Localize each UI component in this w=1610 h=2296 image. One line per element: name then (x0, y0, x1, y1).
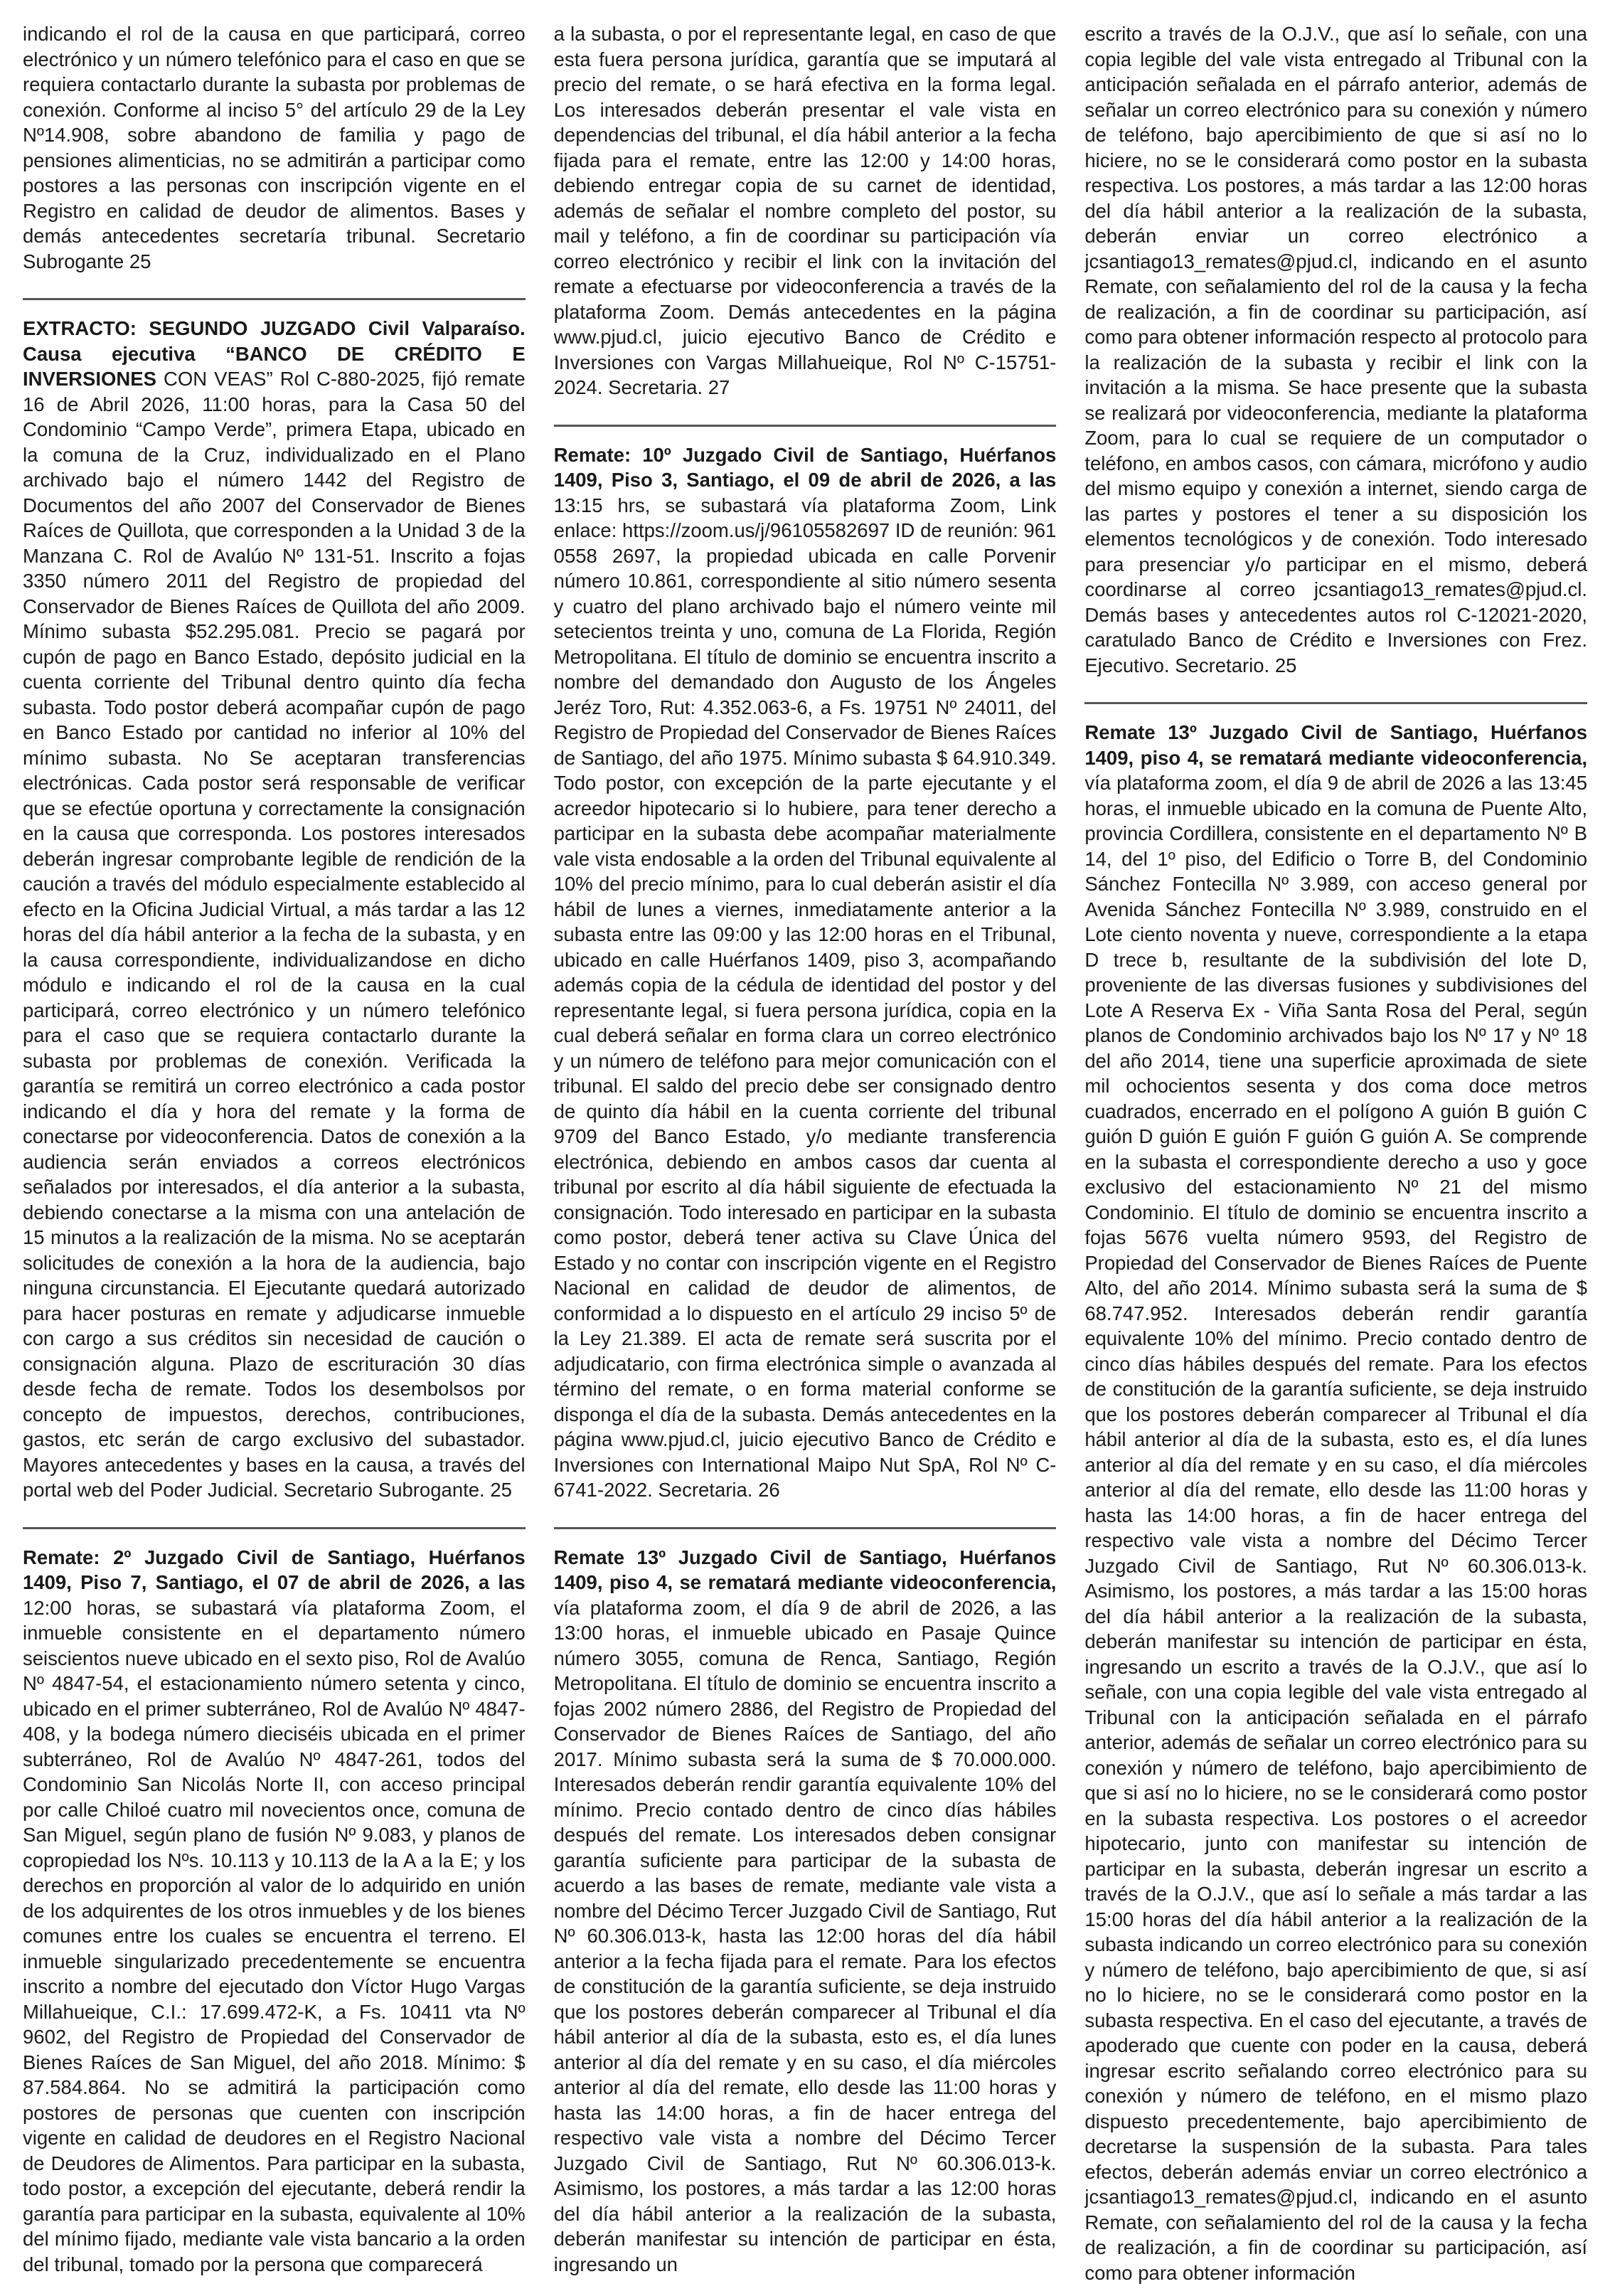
column-1 (23, 21, 526, 2296)
notice-13-juzgado-renca (554, 1527, 1057, 2278)
notice-body: 13:15 hrs, se subastará vía plataforma Zoom, Link enlace: https://zoom.us/j/96105582697 ID de reunión: 961 0558 2697, la propiedad ubicada en calle Porvenir número 10.861, correspondiente al sitio número sesenta y cuatro del plano archivado bajo el número veinte mil setecientos treinta y uno, comuna de La Florida, Región Metropolitana. El título de dominio se encuentra inscrito a nombre del demandado don Augusto de los Ángeles Jeréz Toro, Rut: 4.352.063-6, a Fs. 19751 Nº 24011, del Registro de Propiedad del Conservador de Bienes Raíces de Santiago, del año 1975. Mínimo subasta $ 64.910.349. Todo postor, con excepción de la parte ejecutante y el acreedor hipotecario si lo hubiere, para tener derecho a participar en la subasta debe acompañar materialmente vale vista endosable a la orden del Tribunal equivalente al 10% del precio mínimo, para lo cual deberán asistir el día hábil de lunes a viernes, inmediatamente anterior a la subasta entre las 09:00 y las 12:00 horas en el Tribunal, ubicado en calle Huérfanos 1409, piso 3, acompañando además copia de la cédula de identidad del postor y del representante legal, si fuera persona jurídica, copia en la cual deberá señalar en forma clara un correo electrónico y un número de teléfono para mejor comunicación con el tribunal. El saldo del precio debe ser consignado dentro de quinto día hábil en la cuenta corriente del tribunal 9709 del Banco Estado, y/o mediante transferencia electrónica, debiendo en ambos casos dar cuenta al tribunal por escrito al día hábil siguiente de efectuada la consignación. Todo interesado en participar en la subasta como postor, deberá tener activa su Clave Única del Estado y no contar con inscripción vigente en el Registro Nacional en calidad de deudor de alimentos, de conformidad a lo dispuesto en el artículo 29 inciso 5º de la Ley 21.389. El acta de remate será suscrita por el adjudicatario, con firma electrónica simple o avanzada al término del remate, o en forma material conforme se disponga el día de la subasta. Demás antecedentes en la página www.pjud.cl, juicio ejecutivo Banco de Crédito e Inversiones con International Maipo Nut SpA, Rol Nº C-6741-2022. Secretaria. 26 (553, 494, 1057, 1501)
notice-body: vía plataforma zoom, el día 9 de abril de 2026, a las 13:00 horas, el inmueble ubicado en Pasaje Quince número 3055, comuna de Renca, Santiago, Región Metropolitana. El título de dominio se encuentra inscrito a fojas 2002 número 2886, del Registro de Propiedad del Conservador de Bienes Raíces de Santiago, del año 2017. Mínimo subasta será la suma de $ 70.000.000. Interesados deberán rendir garantía equivalente 10% del mínimo. Precio contado dentro de cinco días hábiles después del remate. Los interesados deben consignar garantía suficiente para participar de la subasta de acuerdo a las bases de remate, mediante vale vista a nombre del Décimo Tercer Juzgado Civil de Santiago, Rut Nº 60.306.013-k, hasta las 12:00 horas del día hábil anterior a la fecha fijada para el remate. Para los efectos de constitución de la garantía suficiente, se deja instruido que los postores deberán comparecer al Tribunal el día hábil anterior al día de la subasta, esto es, el día lunes anterior al día del remate y en su caso, el día miércoles anterior al día del remate, ello desde las 11:00 horas y hasta las 14:00 horas, a fin de hacer entrega del respectivo vale vista a nombre del Décimo Tercer Juzgado Civil de Santiago, Rut Nº 60.306.013-k. Asimismo, los postores, a más tardar a las 12:00 horas del día hábil anterior a la realización de la subasta, deberán manifestar su intención de participar en ésta, ingresando un (553, 1596, 1057, 2275)
notice-heading: Remate: 2º Juzgado Civil de Santiago, Huérfanos 1409, Piso 7, Santiago, el 07 de abril de 2026, a las (23, 1546, 526, 1593)
column-3 (1084, 21, 1587, 2296)
notice-heading: Remate 13º Juzgado Civil de Santiago, Huérfanos 1409, piso 4, se rematará mediante videoconferencia, (1084, 721, 1588, 769)
notice-continued (23, 21, 526, 274)
notice-body: CON VEAS” Rol C-880-2025, fijó remate 16 de Abril 2026, 11:00 horas, para la Casa 50 del Condominio “Campo Verde”, primera Etapa, ubicado en la comuna de la Cruz, individualizado en el Plano archivado bajo el número 1442 del Registro de Documentos del año 2007 del Conservador de Bienes Raíces de Quillota, que corresponden a la Unidad 3 de la Manzana C. Rol de Avalúo Nº 131-51. Inscrito a fojas 3350 número 2011 del Registro de propiedad del Conservador de Bienes Raíces de Quillota del año 2009. Mínimo subasta $52.295.081. Precio se pagará por cupón de pago en Banco Estado, depósito judicial en la cuenta corriente del Tribunal dentro quinto día fecha subasta. Todo postor deberá acompañar cupón de pago en Banco Estado por cantidad no inferior al 10% del mínimo subasta. No Se aceptaran transferencias electrónicas. Cada postor será responsable de verificar que se efectúe oportuna y correctamente la consignación en la causa que corresponda. Los postores interesados deberán ingresar comprobante legible de rendición de la caución a través del módulo especialmente establecido al efecto en la Oficina Judicial Virtual, a más tardar a las 12 horas del día hábil anterior a la fecha de la subasta, y en la causa correspondiente, individualizandose en dicho módulo e indicando el rol de la causa en la cual participará, correo electrónico y un número telefónico para el caso que se requiera contactarlo durante la subasta por problemas de conexión. Verificada la garantía se remitirá un correo electrónico a cada postor indicando el día y hora del remate y la forma de conectarse por videoconferencia. Datos de conexión a la audiencia serán enviados a correos electrónicos señalados por interesados, el día anterior a la subasta, debiendo conectarse a la misma con una antelación de 15 minutos a la realización de la misma. No se aceptarán solicitudes de conexión a la hora de la audiencia, bajo ninguna circunstancia. El Ejecutante quedará autorizado para hacer posturas en remate y adjudicarse inmueble con cargo a sus créditos sin necesidad de caución o consignación alguna. Plazo de escrituración 30 días desde fecha de remate. Todos los desembolsos por concepto de impuestos, derechos, contribuciones, gastos, etc serán de cargo exclusivo del subastador. Mayores antecedentes y bases en la causa, a través del portal web del Poder Judicial. Secretario Subrogante. 25 (23, 368, 526, 1501)
notice-body: escrito a través de la O.J.V., que así lo señale, con una copia legible del vale vista entregado al Tribunal con la anticipación señalada en el párrafo anterior, además de señalar un correo electrónico para su conexión y número de teléfono, bajo apercibimiento de que si así no lo hiciere, no se le considerará como postor en la subasta respectiva. Los postores, a más tardar a las 12:00 horas del día hábil anterior a la realización de la subasta, deberán enviar un correo electrónico a jcsantiago13_remates@pjud.cl, indicando en el asunto Remate, con señalamiento del rol de la causa y la fecha de realización, a fin de coordinar su participación, así como para obtener información respecto al protocolo para la realización de la subasta y recibir el link con la invitación a la misma. Se hace presente que la subasta se realizará por videoconferencia, mediante la plataforma Zoom, para lo cual se requiere de un computador o teléfono, en ambos casos, con cámara, micrófono y audio del mismo equipo y conexión a internet, siendo carga de las partes y postores el tener a su disposición los elementos tecnológicos y de conexión. Todo interesado para presenciar y/o participar en el mismo, deberá coordinarse al correo jcsantiago13_remates@pjud.cl. Demás bases y antecedentes autos rol C-12021-2020, caratulado Banco de Crédito e Inversiones con Frez. Ejecutivo. Secretario. 25 (1084, 23, 1588, 676)
notice-continued (554, 21, 1057, 400)
notice-body: 12:00 horas, se subastará vía plataforma Zoom, el inmueble consistente en el departamento número seiscientos nueve ubicado en el sexto piso, Rol de Avalúo Nº 4847-54, el estacionamiento número setenta y cinco, ubicado en el primer subterráneo, Rol de Avalúo Nº 4847-408, y la bodega número dieciséis ubicada en el primer subterráneo, Rol de Avalúo Nº 4847-261, todos del Condominio San Nicolás Norte II, con acceso principal por calle Chiloé cuatro mil novecientos once, comuna de San Miguel, según plano de fusión Nº 9.083, y planos de copropiedad los Nºs. 10.113 y 10.113 de la A a la E; y los derechos en proporción al valor de lo adquirido en unión de los adquirentes de los otros inmuebles y de los bienes comunes entre los cuales se encuentra el terreno. El inmueble singularizado precedentemente se encuentra inscrito a nombre del ejecutado don Víctor Hugo Vargas Millahueique, C.I.: 17.699.472-K, a Fs. 10411 vta Nº 9602, del Registro de Propiedad del Conservador de Bienes Raíces de San Miguel, del año 2018. Mínimo: $ 87.584.864. No se admitirá la participación como postores de personas que cuenten con inscripción vigente en calidad de deudores en el Registro Nacional de Deudores de Alimentos. Para participar en la subasta, todo postor, a excepción del ejecutante, deberá rendir la garantía para participar en la subasta, equivalente al 10% del mínimo fijado, mediante vale vista bancario a la orden del tribunal, tomado por la persona que comparecerá (23, 1596, 526, 2275)
notice-2-juzgado (23, 1527, 526, 2278)
notice-heading: Remate 13º Juzgado Civil de Santiago, Huérfanos 1409, piso 4, se rematará mediante videoconferencia, (553, 1546, 1057, 1593)
column-2 (554, 21, 1057, 2296)
notice-10-juzgado (554, 425, 1057, 1503)
notice-body: vía plataforma zoom, el día 9 de abril de 2026 a las 13:45 horas, el inmueble ubicado en la comuna de Puente Alto, provincia Cordillera, consistente en el departamento Nº B 14, del 1º piso, del Edificio o Torre B, del Condominio Sánchez Fontecilla Nº 3.989, con acceso general por Avenida Sánchez Fontecilla Nº 3.989, construido en el Lote ciento noventa y nueve, correspondiente a la etapa D trece b, resultante de la subdivisión del lote D, proveniente de las diversas fusiones y subdivisiones del Lote A Reserva Ex - Viña Santa Rosa del Peral, según planos de Condominio archivados bajo los Nº 17 y Nº 18 del año 2014, tiene una superficie aproximada de siete mil ochocientos sesenta y dos coma doce metros cuadrados, encerrado en el polígono A guión B guión C guión D guión E guión F guión G guión A. Se comprende en la subasta el correspondiente derecho a uso y goce exclusivo del estacionamiento Nº 21 del mismo Condominio. El título de dominio se encuentra inscrito a fojas 5676 vuelta número 9593, del Registro de Propiedad del Conservador de Bienes Raíces de Puente Alto, del año 2014. Mínimo subasta será la suma de $ 68.747.952. Interesados deberán rendir garantía equivalente 10% del mínimo. Precio contado dentro de cinco días hábiles después del remate. Para los efectos de constitución de la garantía suficiente, se deja instruido que los postores deberán comparecer al Tribunal el día hábil anterior al día de la subasta, esto es, el día lunes anterior al día del remate y en su caso, el día miércoles anterior al día del remate, ello desde las 11:00 horas y hasta las 14:00 horas, a fin de hacer entrega del respectivo vale vista a nombre del Décimo Tercer Juzgado Civil de Santiago, Rut Nº 60.306.013-k. Asimismo, los postores, a más tardar a las 15:00 horas del día hábil anterior a la realización de la subasta, deberán manifestar su intención de participar en ésta, ingresando un escrito a través de la O.J.V., que así lo señale, con una copia legible del vale vista entregado al Tribunal con la anticipación señalada en el párrafo anterior, además de señalar un correo electrónico para su conexión y número de teléfono, bajo apercibimiento de que si así no lo hiciere, no se le considerará como postor en la subasta respectiva. Los postores o el acreedor hipotecario, junto con manifestar su intención de participar en la subasta, deberán ingresar un escrito a través de la O.J.V., que así lo señale a más tardar a las 15:00 horas del día hábil anterior a la realización de la subasta indicando un correo electrónico para su conexión y número de teléfono, bajo apercibimiento de que, si así no lo hiciere, no se le considerará como postor en la subasta respectiva. En el caso del ejecutante, a través de apoderado que cuente con poder en la causa, deberá ingresar escrito señalando correo electrónico para su conexión y número de teléfono, en el mismo plazo dispuesto precedentemente, bajo apercibimiento de decretarse la suspensión de la subasta. Para tales efectos, deberán además enviar un correo electrónico a jcsantiago13_remates@pjud.cl, indicando en el asunto Remate, con señalamiento del rol de la causa y la fecha de realización, a fin de coordinar su participación, así como para obtener información (1084, 772, 1588, 2284)
notice-heading: EXTRACTO: SEGUNDO JUZGADO Civil Valparaíso. Causa ejecutiva “BANCO DE CRÉDITO E INVERSIONES (23, 317, 526, 390)
notice-body: indicando el rol de la causa en que participará, correo electrónico y un número telefónico para el caso en que se requiera contactarlo durante la subasta por problemas de conexión. Conforme al inciso 5° del artículo 29 de la Ley Nº14.908, sobre abandono de familia y pago de pensiones alimenticias, no se admitirán a participar como postores a las personas con inscripción vigente en el Registro en calidad de deudor de alimentos. Bases y demás antecedentes secretaría tribunal. Secretario Subrogante 25 (23, 23, 526, 272)
notice-valparaiso (23, 298, 526, 1503)
notice-body: a la subasta, o por el representante legal, en caso de que esta fuera persona jurídica, garantía que se imputará al precio del remate, o se hará efectiva en la forma legal. Los interesados deberán presentar el vale vista en dependencias del tribunal, el día hábil anterior a la fecha fijada para el remate, entre las 12:00 y 14:00 horas, debiendo entregar copia de su carnet de identidad, además de señalar el nombre completo del postor, su mail y teléfono, a fin de coordinar su participación vía correo electrónico y recibir el link con la invitación del remate a efectuarse por videoconferencia a través de la plataforma Zoom. Demás antecedentes en la página www.pjud.cl, juicio ejecutivo Banco de Crédito e Inversiones con Vargas Millahueique, Rol Nº C-15751-2024. Secretaria. 27 (553, 23, 1057, 398)
notice-continued (1084, 21, 1587, 678)
notice-heading: Remate: 10º Juzgado Civil de Santiago, Huérfanos 1409, Piso 3, Santiago, el 09 de abril de 2026, a las (553, 443, 1057, 491)
notice-13-juzgado-puente-alto (1084, 702, 1587, 2285)
